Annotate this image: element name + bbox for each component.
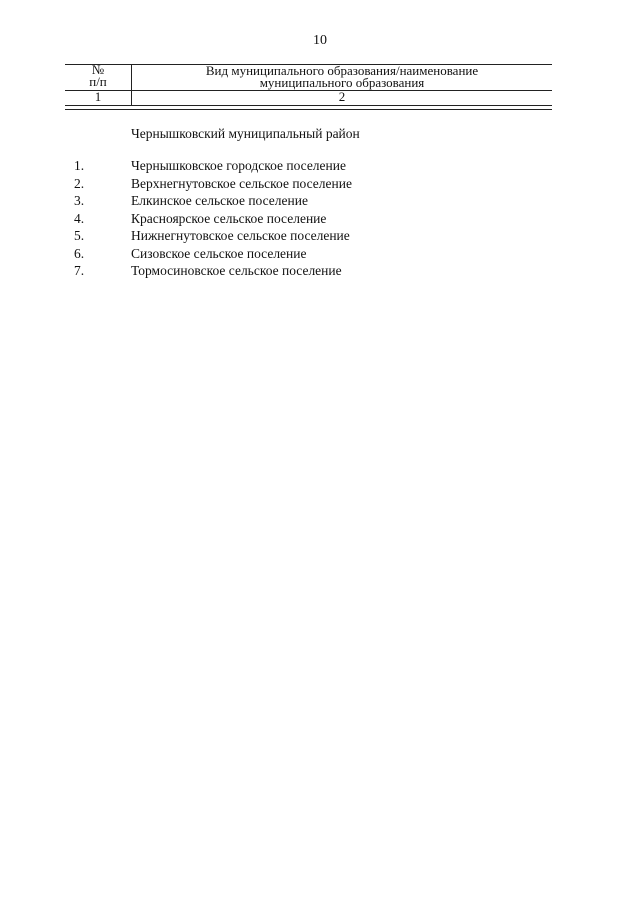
list-item (74, 227, 434, 245)
list-item-number: 6. (74, 245, 85, 261)
list-item-number: 4. (74, 210, 85, 226)
column-number-index: 1 (94, 89, 102, 104)
column-name-header-line2: муниципального образования (259, 75, 425, 90)
list-item-name: Нижнегнутовское сельское поселение (131, 228, 350, 243)
table-number-rule (65, 105, 552, 106)
list-item (74, 210, 434, 228)
list-item (74, 157, 434, 175)
list-item-number: 5. (74, 228, 85, 243)
list-item (74, 175, 434, 193)
list-item-number: 1. (74, 158, 85, 173)
page-number: 10 (313, 33, 327, 48)
list-item (74, 245, 434, 263)
table-header (65, 64, 552, 110)
list-item-name: Красноярское сельское поселение (131, 210, 327, 226)
list-item-name: Верхнегнутовское сельское поселение (131, 175, 352, 191)
settlement-list (74, 157, 434, 280)
list-item (74, 262, 434, 280)
column-name-header-line1: Вид муниципального образования/наименование (205, 63, 479, 78)
list-item-name: Сизовское сельское поселение (131, 245, 307, 261)
list-item-number: 7. (74, 263, 85, 278)
list-item-name: Елкинское сельское поселение (131, 193, 308, 208)
list-item-number: 2. (74, 175, 85, 191)
list-item (74, 192, 434, 210)
table-bottom-rule (65, 109, 552, 110)
list-item-name: Тормосиновское сельское поселение (131, 263, 342, 278)
column-number-header-line1: № (91, 62, 105, 77)
district-title: Чернышковский муниципальный район (131, 126, 360, 141)
list-item-name: Чернышковское городское поселение (131, 158, 346, 173)
list-item-number: 3. (74, 193, 85, 208)
column-number-header-line2: п/п (89, 74, 107, 89)
column-name-header (132, 65, 552, 89)
column-number-header (65, 64, 131, 88)
column-name-index: 2 (338, 89, 346, 104)
